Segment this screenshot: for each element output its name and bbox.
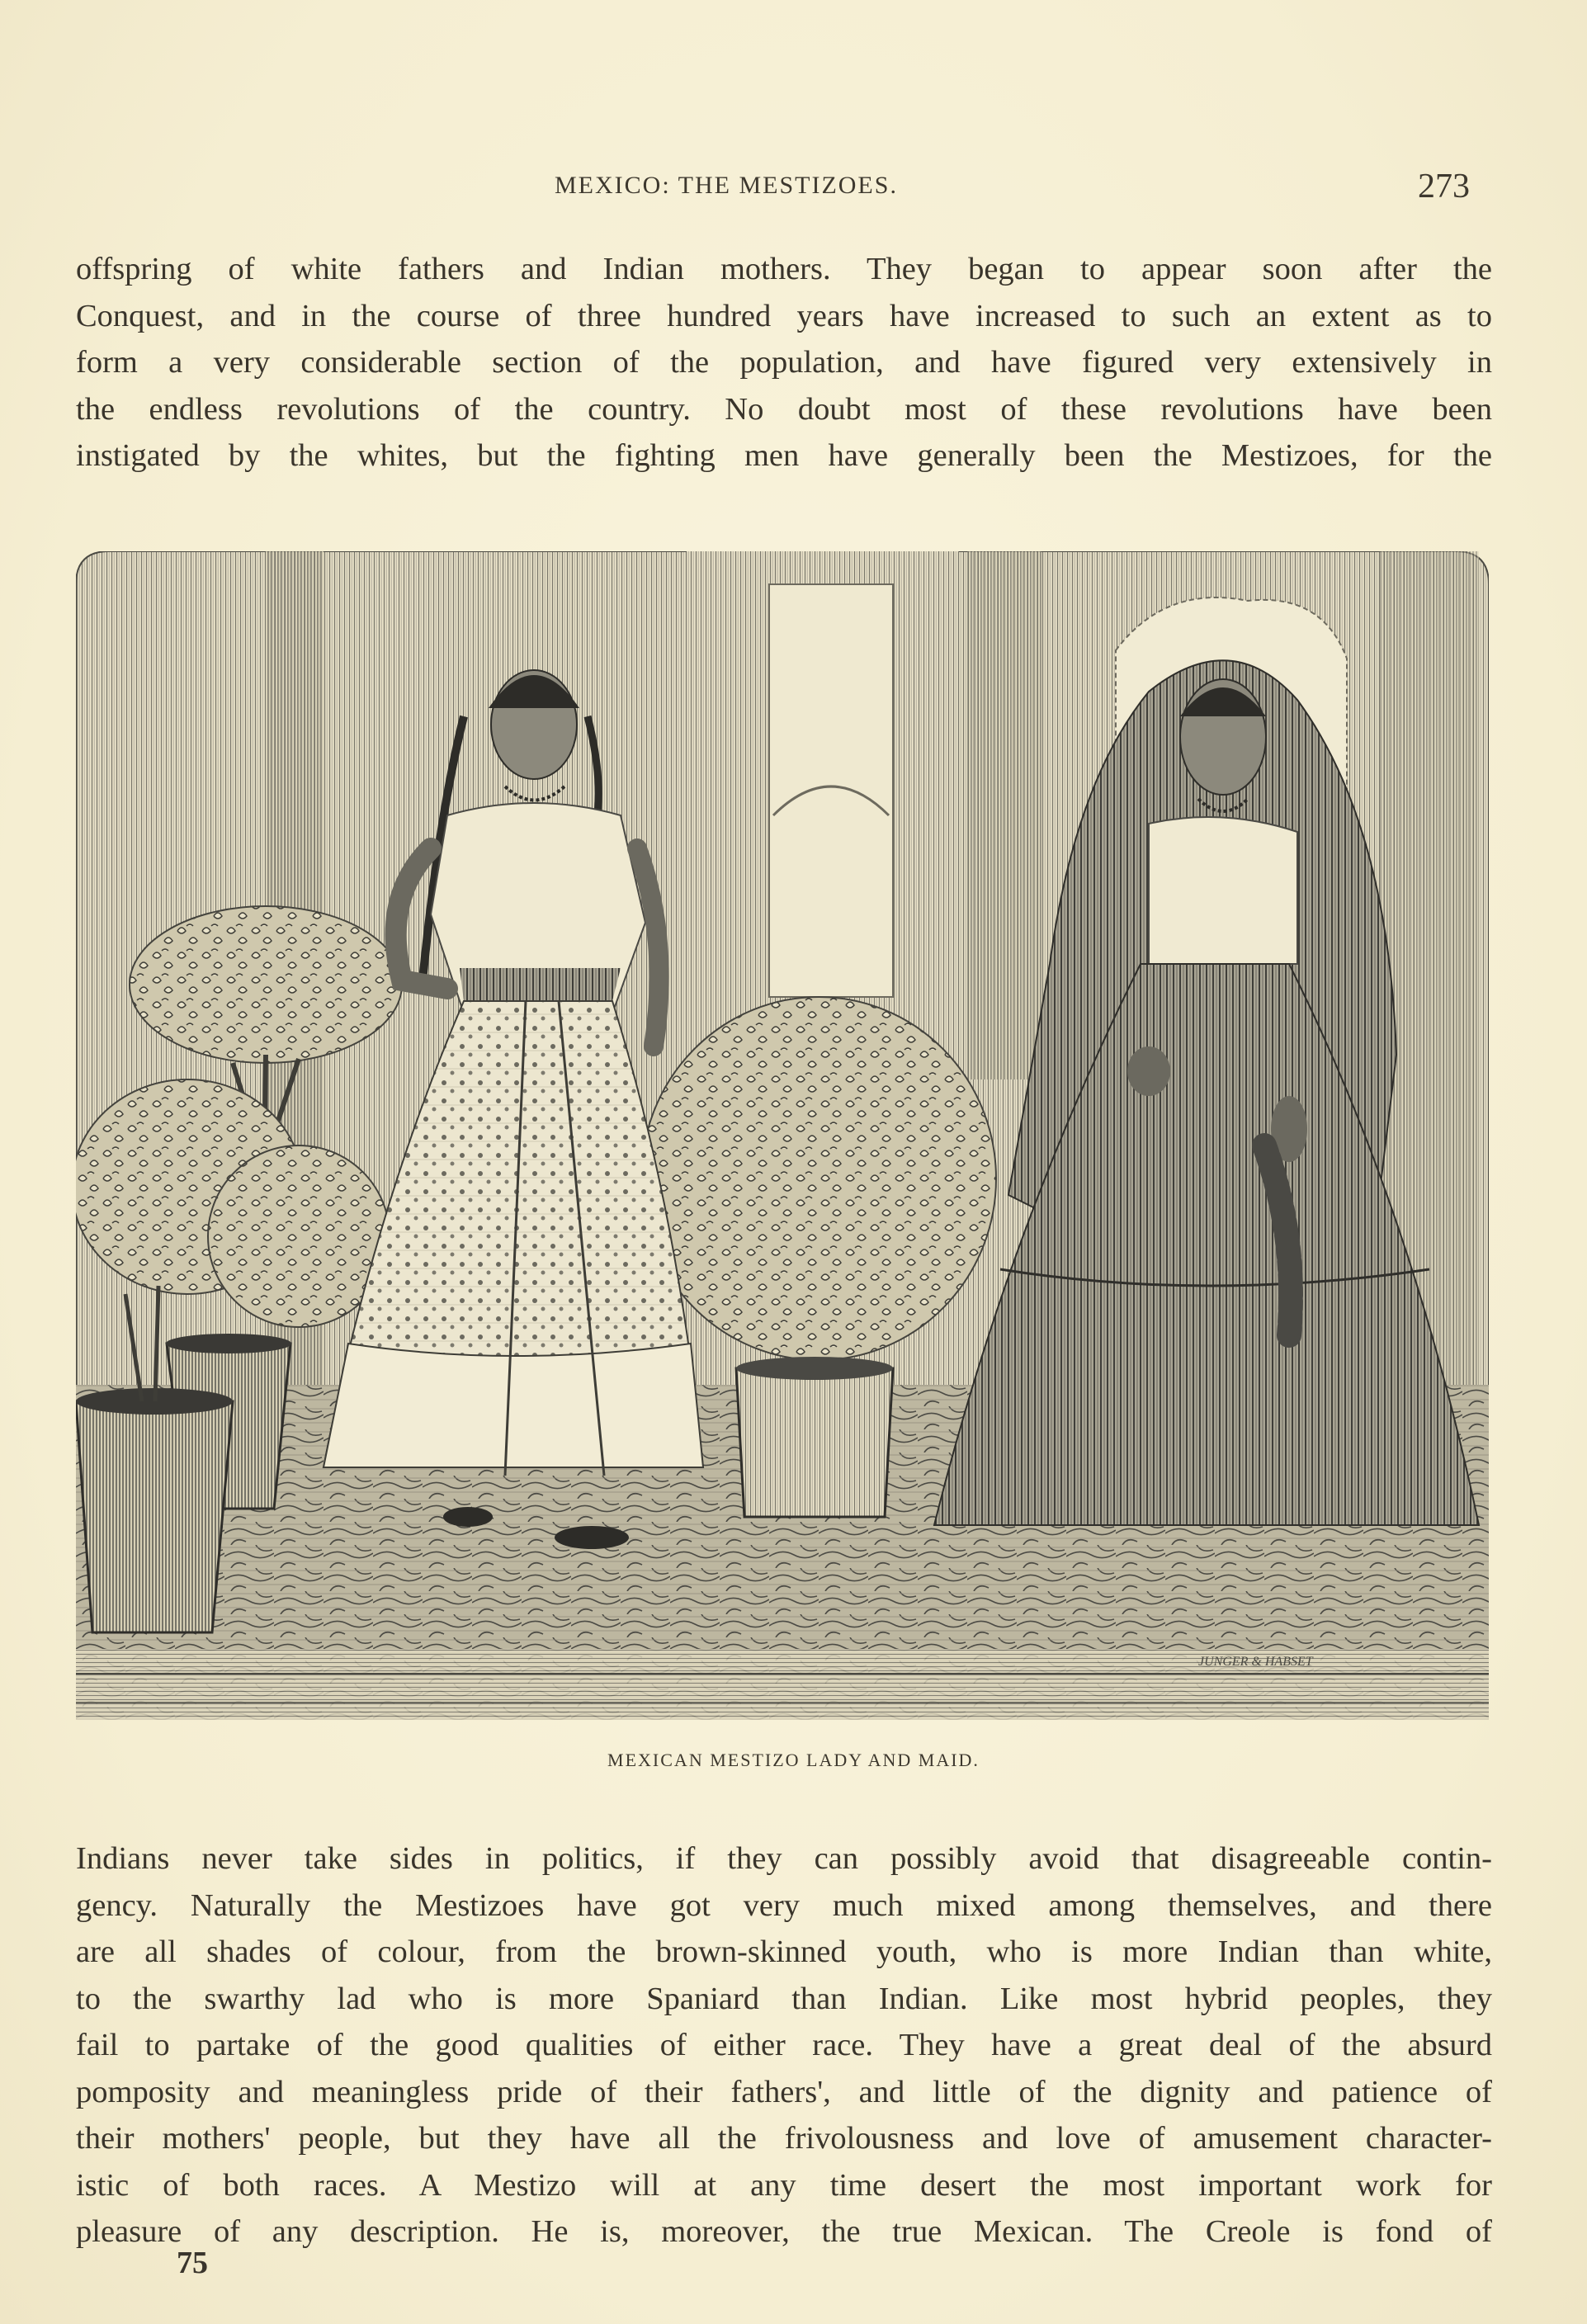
page-number: 273 bbox=[1418, 168, 1470, 205]
engraving-drawing bbox=[76, 551, 1489, 1720]
text-line: pleasure of any description. He is, moreover, the true Mexican. The Creole is fond of bbox=[76, 2214, 1492, 2249]
text-line: Conquest, and in the course of three hundred years have increased to such an extent as to bbox=[76, 298, 1492, 333]
text-line: Indians never take sides in politics, if they can possibly avoid that disagreeable contin- bbox=[76, 1841, 1492, 1876]
engraving-illustration bbox=[76, 551, 1489, 1720]
text-line: offspring of white fathers and Indian mothers. They began to appear soon after the bbox=[76, 252, 1492, 286]
running-head bbox=[0, 168, 1587, 221]
text-line: gency. Naturally the Mestizoes have got very much mixed among themselves, and there bbox=[76, 1887, 1492, 1923]
signature-mark: 75 bbox=[177, 2246, 208, 2280]
illustration-caption: MEXICAN MESTIZO LADY AND MAID. bbox=[607, 1750, 980, 1770]
engraver-signature: JUNGER & HABSET bbox=[1198, 1655, 1313, 1669]
text-line: instigated by the whites, but the fighting men have generally been the Mestizoes, for the bbox=[76, 438, 1492, 473]
text-line: the endless revolutions of the country. No doubt most of these revolutions have been bbox=[76, 391, 1492, 427]
text-line: istic of both races. A Mestizo will at any time desert the most important work for bbox=[76, 2167, 1492, 2203]
text-line: to the swarthy lad who is more Spaniard than Indian. Like most hybrid peoples, they bbox=[76, 1981, 1492, 2016]
running-title: MEXICO: THE MESTIZOES. bbox=[555, 172, 898, 199]
text-line: pomposity and meaningless pride of their fathers', and little of the dignity and patience of bbox=[76, 2074, 1492, 2109]
text-line: form a very considerable section of the population, and have figured very extensively in bbox=[76, 345, 1492, 380]
body-text-top bbox=[76, 246, 1492, 479]
text-line: fail to partake of the good qualities of either race. They have a great deal of the absurd bbox=[76, 2028, 1492, 2062]
text-line: are all shades of colour, from the brown-skinned youth, who is more Indian than white, bbox=[76, 1934, 1492, 1969]
text-line: their mothers' people, but they have all the frivolousness and love of amusement character- bbox=[76, 2121, 1492, 2156]
body-text-bottom bbox=[76, 1835, 1492, 2256]
